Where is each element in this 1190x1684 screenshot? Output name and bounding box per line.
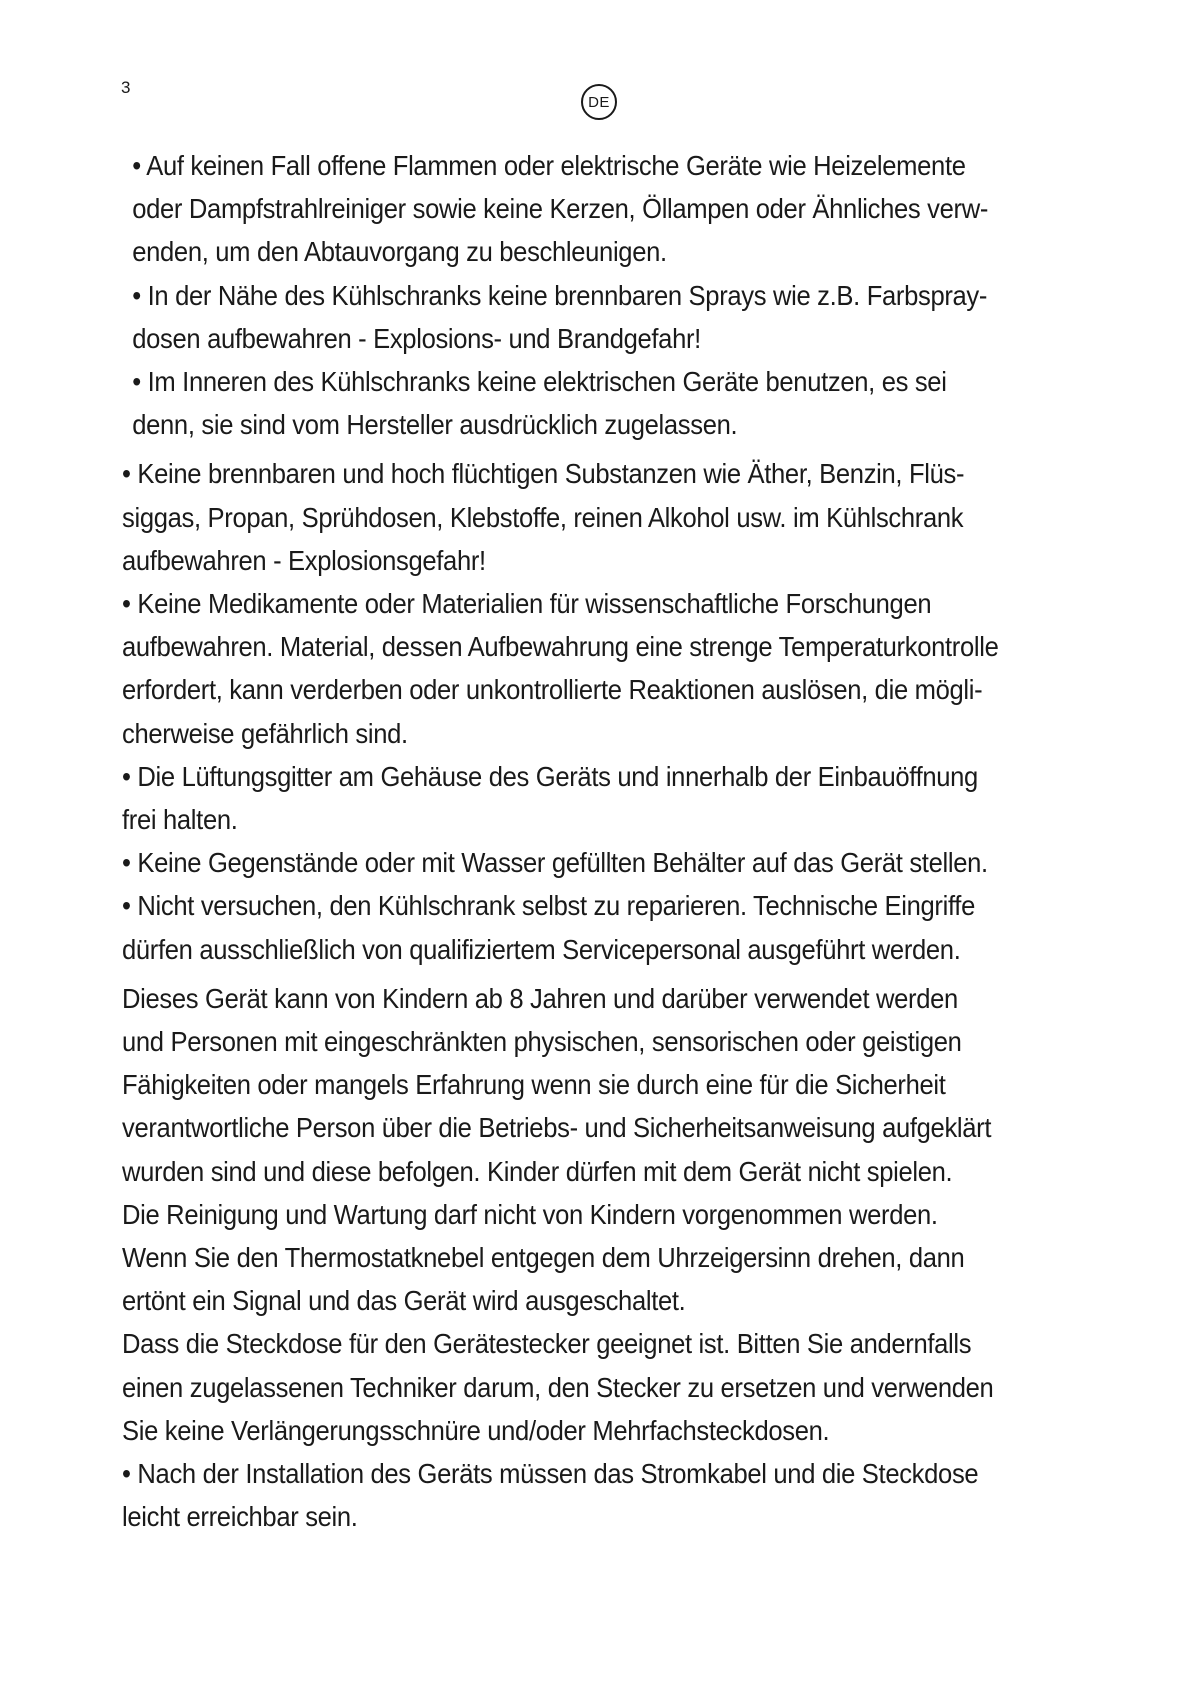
text-line: einen zugelassenen Techniker darum, den Stecker zu ersetzen und verwenden — [122, 1371, 994, 1403]
text-line: aufbewahren. Material, dessen Aufbewahrung eine strenge Temperaturkontrolle — [122, 631, 999, 663]
text-line: • Nach der Installation des Geräts müssen das Stromkabel und die Steckdose — [122, 1458, 979, 1490]
text-line: • In der Nähe des Kühlschranks keine brennbaren Sprays wie z.B. Farbspray- — [132, 279, 988, 311]
text-line: • Die Lüftungsgitter am Gehäuse des Geräts und innerhalb der Einbauöffnung — [122, 760, 978, 792]
text-line: • Keine Gegenstände oder mit Wasser gefüllten Behälter auf das Gerät stellen. — [122, 847, 988, 879]
text-line: leicht erreichbar sein. — [122, 1501, 358, 1533]
text-line: • Auf keinen Fall offene Flammen oder elektrische Geräte wie Heizelemente — [132, 150, 966, 181]
text-line: Sie keine Verlängerungsschnüre und/oder Mehrfachsteckdosen. — [122, 1414, 830, 1446]
text-line: dürfen ausschließlich von qualifiziertem Servicepersonal ausgeführt werden. — [122, 933, 961, 965]
text-line: dosen aufbewahren - Explosions- und Brandgefahr! — [132, 322, 701, 354]
text-line: ertönt ein Signal und das Gerät wird ausgeschaltet. — [122, 1285, 686, 1317]
text-line: und Personen mit eingeschränkten physischen, sensorischen oder geistigen — [122, 1026, 962, 1058]
language-badge: DE — [581, 84, 617, 120]
text-line: Fähigkeiten oder mangels Erfahrung wenn sie durch eine für die Sicherheit — [122, 1069, 946, 1101]
text-line: Wenn Sie den Thermostatknebel entgegen dem Uhrzeigersinn drehen, dann — [122, 1242, 965, 1274]
text-line: wurden sind und diese befolgen. Kinder dürfen mit dem Gerät nicht spielen. — [122, 1155, 953, 1187]
text-line: denn, sie sind vom Hersteller ausdrücklich zugelassen. — [132, 409, 738, 441]
text-line: • Nicht versuchen, den Kühlschrank selbst zu reparieren. Technische Eingriffe — [122, 890, 975, 922]
text-line: oder Dampfstrahlreiniger sowie keine Kerzen, Öllampen oder Ähnliches verw- — [132, 193, 989, 225]
text-line: aufbewahren - Explosionsgefahr! — [122, 544, 486, 576]
text-line: cherweise gefährlich sind. — [122, 717, 408, 749]
text-line: erfordert, kann verderben oder unkontrollierte Reaktionen auslösen, die mögli- — [122, 674, 983, 706]
document-body — [122, 144, 1015, 1539]
text-line: Die Reinigung und Wartung darf nicht von Kindern vorgenommen werden. — [122, 1198, 938, 1230]
text-line: siggas, Propan, Sprühdosen, Klebstoffe, reinen Alkohol usw. im Kühlschrank — [122, 501, 964, 533]
text-line: • Im Inneren des Kühlschranks keine elektrischen Geräte benutzen, es sei — [132, 366, 947, 398]
text-line: enden, um den Abtauvorgang zu beschleunigen. — [132, 236, 667, 268]
text-line: Dass die Steckdose für den Gerätestecker geeignet ist. Bitten Sie andernfalls — [122, 1328, 972, 1360]
text-line: frei halten. — [122, 804, 238, 836]
text-line: • Keine brennbaren und hoch flüchtigen Substanzen wie Äther, Benzin, Flüs- — [122, 458, 965, 490]
text-line: Dieses Gerät kann von Kindern ab 8 Jahren und darüber verwendet werden — [122, 982, 958, 1014]
page-number: 3 — [121, 78, 131, 97]
text-line: • Keine Medikamente oder Materialien für wissenschaftliche Forschungen — [122, 588, 932, 620]
text-line: verantwortliche Person über die Betriebs- und Sicherheitsanweisung aufgeklärt — [122, 1112, 992, 1144]
